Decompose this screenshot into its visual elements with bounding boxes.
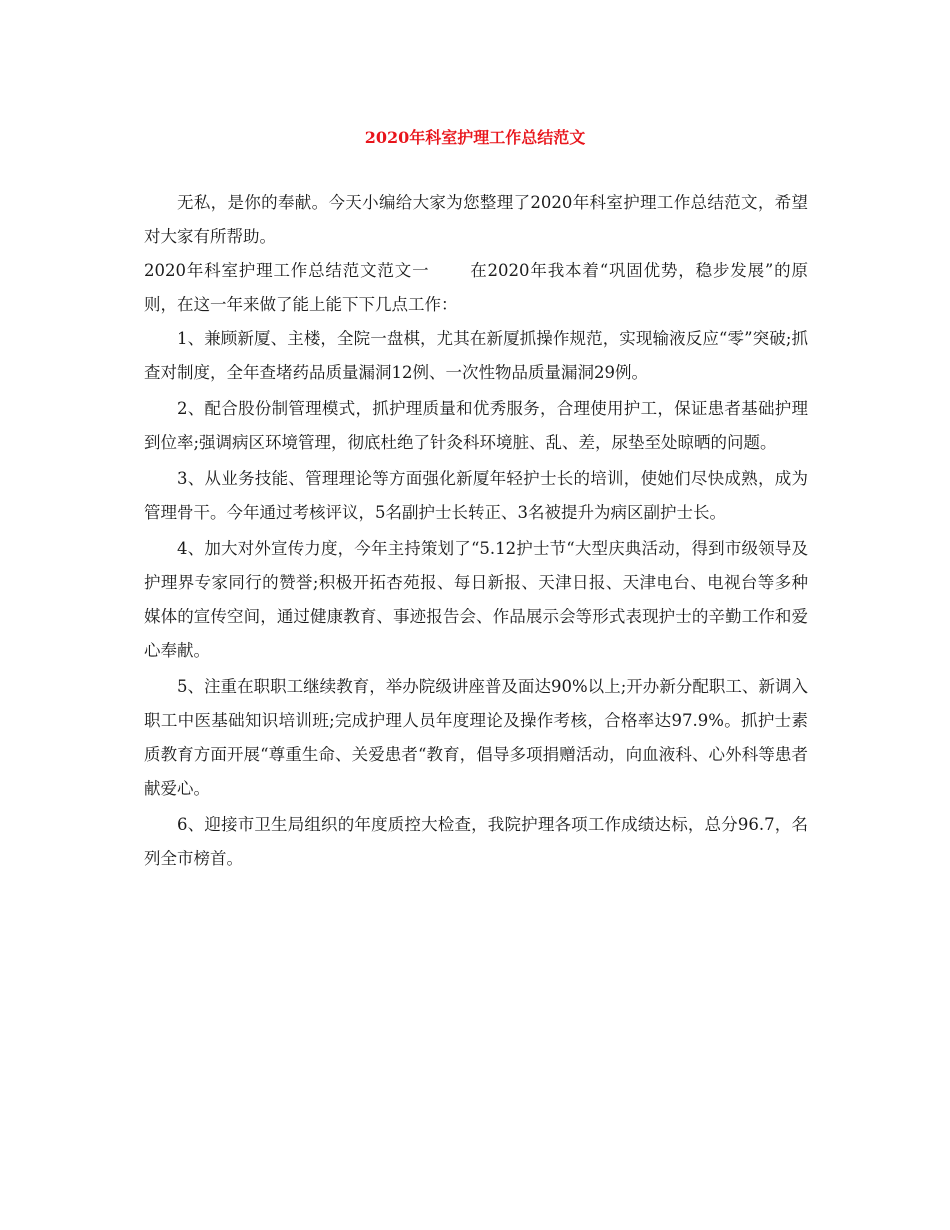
list-item: 4、加大对外宣传力度，今年主持策划了“5.12护士节“大型庆典活动，得到市级领导及护理界专家同行的赞誉;积极开拓杏苑报、每日新报、天津日报、天津电台、电视台等多种媒体的宣传空间，通过健康教育、事迹报告会、作品展示会等形式表现护士的辛勤工作和爱心奉献。 [144,539,808,660]
list-item: 5、注重在职职工继续教育，举办院级讲座普及面达90%以上;开办新分配职工、新调入职工中医基础知识培训班;完成护理人员年度理论及操作考核，合格率达97.9%。抓护士素质教育方面开展“尊重生命、关爱患者“教育，倡导多项捐赠活动，向血液科、心外科等患者献爱心。 [144,677,808,798]
intro-paragraph: 无私，是你的奉献。今天小编给大家为您整理了2020年科室护理工作总结范文，希望对大家有所帮助。 [144,193,808,246]
list-item: 1、兼顾新厦、主楼，全院一盘棋，尤其在新厦抓操作规范，实现输液反应“零”突破;抓查对制度，全年查堵药品质量漏洞12例、一次性物品质量漏洞29例。 [144,329,808,382]
section-heading: 2020年科室护理工作总结范文范文一 [144,261,430,280]
list-item: 2、配合股份制管理模式，抓护理质量和优秀服务，合理使用护工，保证患者基础护理到位率;强调病区环境管理，彻底杜绝了针灸科环境脏、乱、差，尿垫至处晾晒的问题。 [144,399,808,452]
list-item: 6、迎接市卫生局组织的年度质控大检查，我院护理各项工作成绩达标，总分96.7，名列全市榜首。 [144,815,808,868]
document-title: 2020年科室护理工作总结范文 [364,128,586,147]
section-paragraph [144,254,808,322]
section-lead: 在2020年我本着“巩固优势，稳步发展”的原则，在这一年来做了能上能下下几点工作： [144,261,808,314]
document-body [144,186,808,876]
list-item: 3、从业务技能、管理理论等方面强化新厦年轻护士长的培训，使她们尽快成熟，成为管理骨干。今年通过考核评议，5名副护士长转正、3名被提升为病区副护士长。 [144,469,808,522]
